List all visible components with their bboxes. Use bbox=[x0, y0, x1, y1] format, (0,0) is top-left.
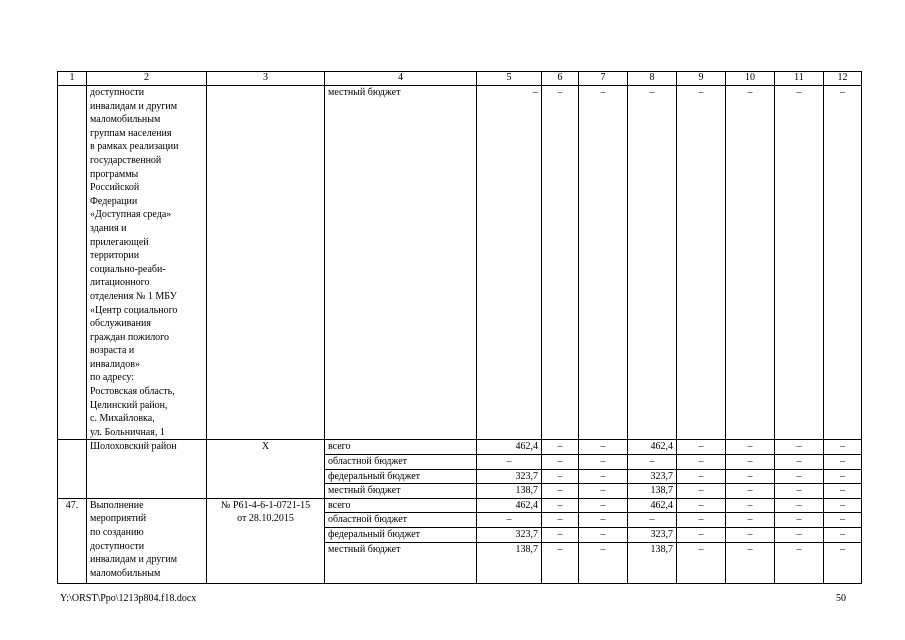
value-cell: – bbox=[677, 513, 726, 528]
document-cell bbox=[207, 86, 325, 440]
funding-source-cell: федеральный бюджет bbox=[325, 469, 477, 484]
value-cell: – bbox=[677, 498, 726, 513]
row-number-cell bbox=[58, 440, 87, 498]
value-cell: – bbox=[726, 469, 775, 484]
value-cell: – bbox=[542, 528, 579, 543]
value-cell: – bbox=[677, 455, 726, 470]
table-row bbox=[58, 498, 862, 513]
value-cell: – bbox=[726, 513, 775, 528]
value-cell: – bbox=[775, 528, 824, 543]
value-cell: – bbox=[726, 542, 775, 583]
value-cell: – bbox=[477, 513, 542, 528]
funding-source-cell: местный бюджет bbox=[325, 542, 477, 583]
page-number: 50 bbox=[836, 593, 846, 604]
value-cell: – bbox=[824, 455, 862, 470]
value-cell: – bbox=[542, 440, 579, 455]
funding-source-cell: всего bbox=[325, 440, 477, 455]
table-row bbox=[58, 86, 862, 440]
value-cell: – bbox=[677, 484, 726, 499]
value-cell: 462,4 bbox=[628, 498, 677, 513]
value-cell: – bbox=[726, 484, 775, 499]
value-cell: – bbox=[628, 86, 677, 440]
value-cell: – bbox=[726, 455, 775, 470]
value-cell: – bbox=[824, 86, 862, 440]
header-cell: 9 bbox=[677, 72, 726, 86]
value-cell: – bbox=[726, 86, 775, 440]
value-cell: – bbox=[542, 498, 579, 513]
value-cell: – bbox=[726, 440, 775, 455]
value-cell: – bbox=[628, 513, 677, 528]
value-cell: – bbox=[824, 484, 862, 499]
header-cell: 4 bbox=[325, 72, 477, 86]
value-cell: – bbox=[579, 484, 628, 499]
row-number-cell: 47. bbox=[58, 498, 87, 583]
header-cell: 6 bbox=[542, 72, 579, 86]
value-cell: – bbox=[579, 513, 628, 528]
value-cell: 323,7 bbox=[477, 528, 542, 543]
funding-source-cell: областной бюджет bbox=[325, 455, 477, 470]
value-cell: – bbox=[824, 513, 862, 528]
value-cell: – bbox=[542, 455, 579, 470]
funding-source-cell: федеральный бюджет bbox=[325, 528, 477, 543]
file-path-footer: Y:\ORST\Ppo\1213p804.f18.docx bbox=[60, 593, 197, 604]
funding-source-cell: местный бюджет bbox=[325, 484, 477, 499]
value-cell: – bbox=[542, 469, 579, 484]
header-cell: 12 bbox=[824, 72, 862, 86]
funding-source-cell: областной бюджет bbox=[325, 513, 477, 528]
value-cell: 323,7 bbox=[628, 469, 677, 484]
value-cell: – bbox=[824, 528, 862, 543]
value-cell: 323,7 bbox=[477, 469, 542, 484]
value-cell: – bbox=[824, 498, 862, 513]
value-cell: 462,4 bbox=[477, 498, 542, 513]
value-cell: – bbox=[775, 469, 824, 484]
header-cell: 2 bbox=[87, 72, 207, 86]
header-cell: 1 bbox=[58, 72, 87, 86]
value-cell: 138,7 bbox=[477, 484, 542, 499]
value-cell: – bbox=[677, 542, 726, 583]
value-cell: – bbox=[824, 440, 862, 455]
value-cell: – bbox=[775, 86, 824, 440]
value-cell: – bbox=[726, 528, 775, 543]
budget-table bbox=[57, 71, 862, 584]
value-cell: 462,4 bbox=[477, 440, 542, 455]
value-cell: – bbox=[477, 455, 542, 470]
header-cell: 10 bbox=[726, 72, 775, 86]
value-cell: – bbox=[579, 455, 628, 470]
header-cell: 3 bbox=[207, 72, 325, 86]
table-header-row bbox=[58, 72, 862, 86]
header-cell: 5 bbox=[477, 72, 542, 86]
table-row bbox=[58, 440, 862, 455]
header-cell: 11 bbox=[775, 72, 824, 86]
row-number-cell bbox=[58, 86, 87, 440]
document-cell: Х bbox=[207, 440, 325, 498]
value-cell: – bbox=[579, 542, 628, 583]
value-cell: – bbox=[542, 484, 579, 499]
value-cell: – bbox=[775, 484, 824, 499]
value-cell: – bbox=[775, 498, 824, 513]
funding-source-cell: всего bbox=[325, 498, 477, 513]
value-cell: 323,7 bbox=[628, 528, 677, 543]
district-name-cell: Шолоховский район bbox=[87, 440, 207, 498]
value-cell: – bbox=[677, 440, 726, 455]
header-cell: 7 bbox=[579, 72, 628, 86]
event-description-cell: доступности инвалидам и другим маломобильным группам населения в рамках реализации государственной программы Российской Федерации «Доступная среда» здания и прилегающей территории социально-реаби- литационного отделения № 1 МБУ «Центр социального обслуживания граждан пожилого возраста и инвалидов» по адресу: Ростовская область, Целинский район, с. Михайловка, ул. Больничная, 1 bbox=[87, 86, 207, 440]
value-cell: – bbox=[824, 542, 862, 583]
value-cell: – bbox=[579, 440, 628, 455]
value-cell: 138,7 bbox=[628, 484, 677, 499]
value-cell: – bbox=[677, 469, 726, 484]
value-cell: – bbox=[677, 86, 726, 440]
value-cell: – bbox=[775, 513, 824, 528]
value-cell: 138,7 bbox=[628, 542, 677, 583]
value-cell: – bbox=[579, 528, 628, 543]
value-cell: – bbox=[542, 513, 579, 528]
value-cell: – bbox=[726, 498, 775, 513]
value-cell: 462,4 bbox=[628, 440, 677, 455]
value-cell: – bbox=[579, 498, 628, 513]
document-cell: № Р61-4-6-1-0721-15 от 28.10.2015 bbox=[207, 498, 325, 583]
header-cell: 8 bbox=[628, 72, 677, 86]
value-cell: – bbox=[775, 542, 824, 583]
value-cell: – bbox=[542, 542, 579, 583]
value-cell: – bbox=[542, 86, 579, 440]
value-cell: 138,7 bbox=[477, 542, 542, 583]
value-cell: – bbox=[677, 528, 726, 543]
funding-source-cell: местный бюджет bbox=[325, 86, 477, 440]
value-cell: – bbox=[824, 469, 862, 484]
value-cell: – bbox=[477, 86, 542, 440]
value-cell: – bbox=[579, 469, 628, 484]
event-description-cell: Выполнение мероприятий по созданию доступности инвалидам и другим маломобильным bbox=[87, 498, 207, 583]
value-cell: – bbox=[775, 455, 824, 470]
value-cell: – bbox=[775, 440, 824, 455]
value-cell: – bbox=[628, 455, 677, 470]
value-cell: – bbox=[579, 86, 628, 440]
